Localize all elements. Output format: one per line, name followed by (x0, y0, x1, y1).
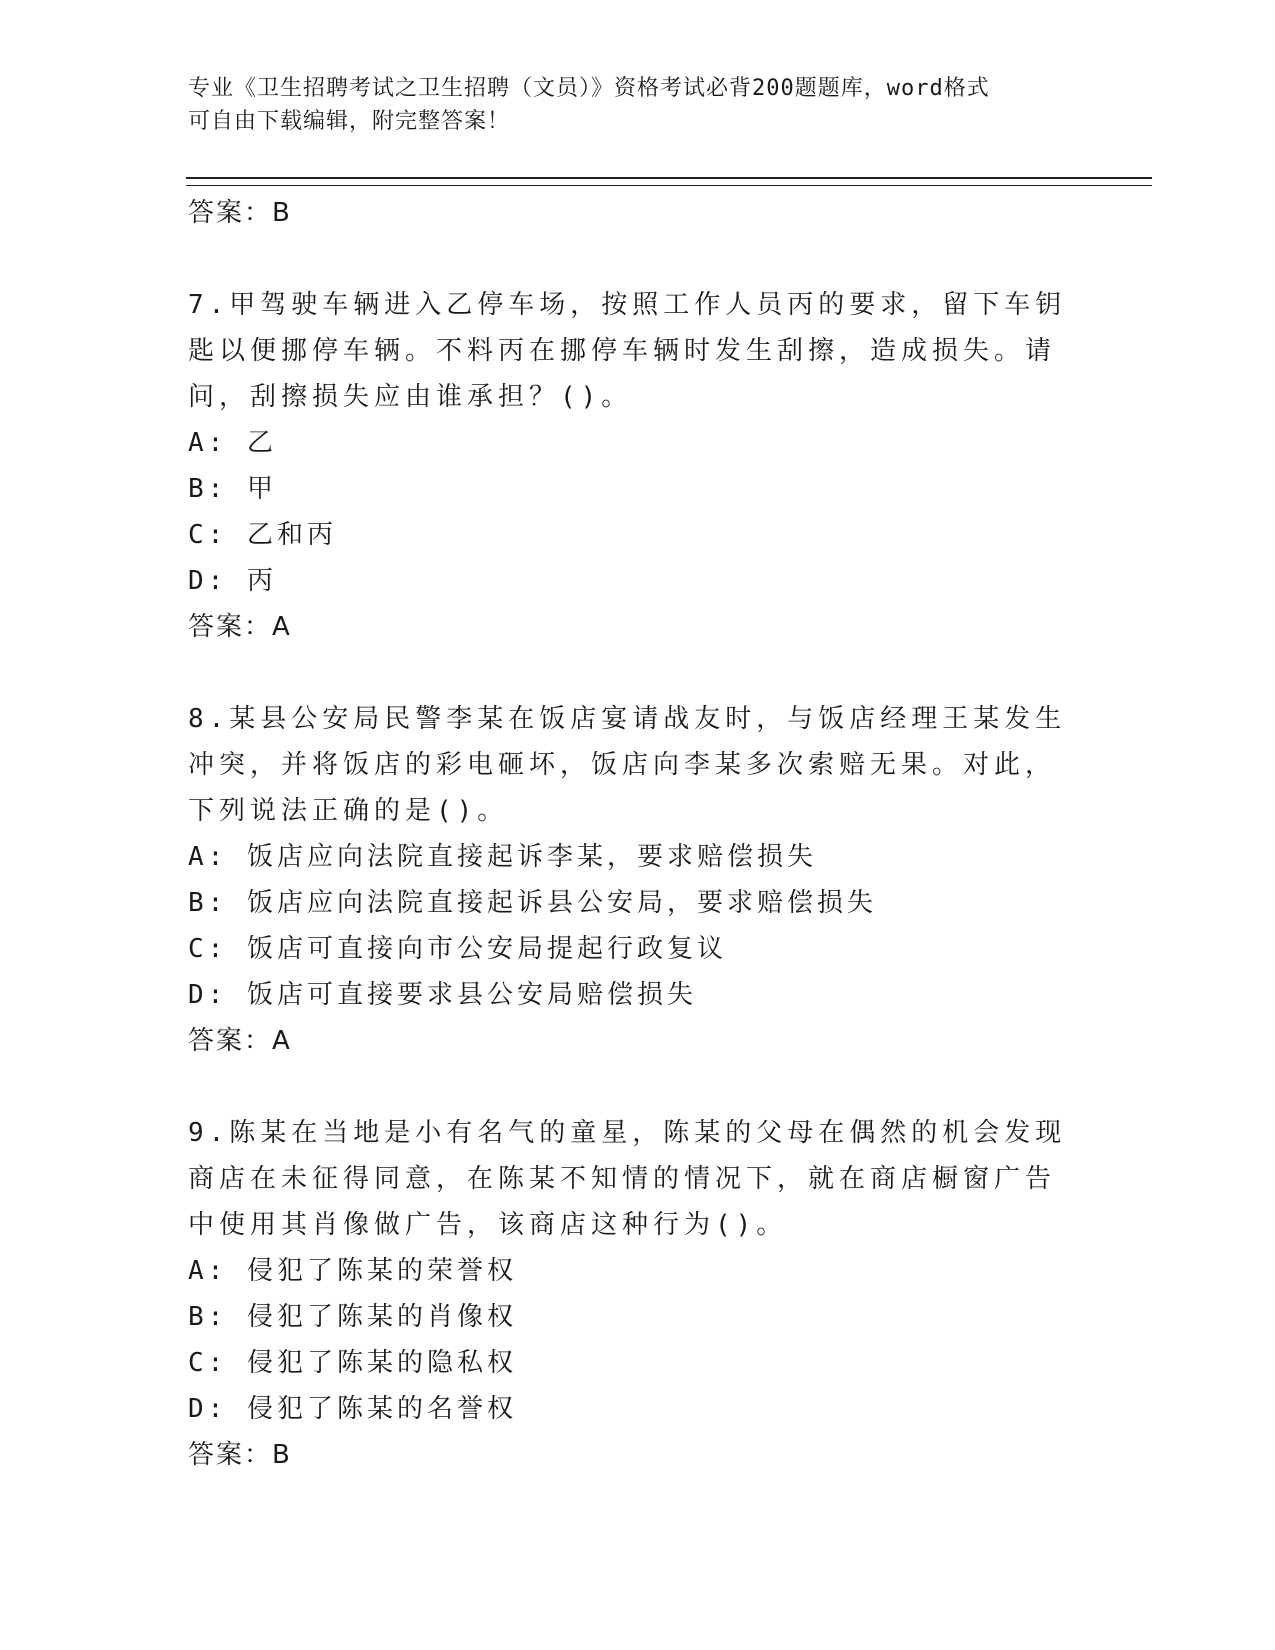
answer: 答案：B (188, 1440, 292, 1470)
question-7 (188, 282, 1088, 650)
option-c: C: 饭店可直接向市公安局提起行政复议 (188, 934, 727, 964)
header-line-1: 专业《卫生招聘考试之卫生招聘（文员）》资格考试必背200题题库，word格式 (188, 76, 990, 101)
question-stem: 7.甲驾驶车辆进入乙停车场，按照工作人员丙的要求，留下车钥匙以便挪停车辆。不料丙在挪停车辆时发生刮擦，造成损失。请问，刮擦损失应由谁承担？()。 (188, 290, 1067, 412)
option-c: C: 侵犯了陈某的隐私权 (188, 1348, 517, 1378)
header-divider (186, 177, 1152, 186)
question-8 (188, 696, 1088, 1064)
spacer (188, 236, 1088, 282)
option-b: B: 饭店应向法院直接起诉县公安局，要求赔偿损失 (188, 888, 877, 918)
header-line-2: 可自由下载编辑，附完整答案！ (188, 109, 511, 134)
option-b: B: 侵犯了陈某的肖像权 (188, 1302, 517, 1332)
option-d: D: 侵犯了陈某的名誉权 (188, 1394, 517, 1424)
option-d: D: 丙 (188, 566, 277, 596)
option-a: A: 侵犯了陈某的荣誉权 (188, 1256, 517, 1286)
spacer (188, 650, 1088, 696)
option-d: D: 饭店可直接要求县公安局赔偿损失 (188, 980, 697, 1010)
spacer (188, 1064, 1088, 1110)
question-list (188, 190, 1088, 1478)
answer-previous: 答案：B (188, 198, 292, 228)
option-a: A: 饭店应向法院直接起诉李某，要求赔偿损失 (188, 842, 817, 872)
question-9 (188, 1110, 1088, 1478)
answer: 答案：A (188, 612, 292, 642)
option-b: B: 甲 (188, 474, 277, 504)
option-a: A: 乙 (188, 428, 277, 458)
question-stem: 8.某县公安局民警李某在饭店宴请战友时，与饭店经理王某发生冲突，并将饭店的彩电砸坏，饭店向李某多次索赔无果。对此，下列说法正确的是()。 (188, 704, 1067, 826)
option-c: C: 乙和丙 (188, 520, 337, 550)
answer: 答案：A (188, 1026, 292, 1056)
question-stem: 9.陈某在当地是小有名气的童星，陈某的父母在偶然的机会发现商店在未征得同意，在陈某不知情的情况下，就在商店橱窗广告中使用其肖像做广告，该商店这种行为()。 (188, 1118, 1067, 1240)
page-header (188, 72, 1068, 138)
